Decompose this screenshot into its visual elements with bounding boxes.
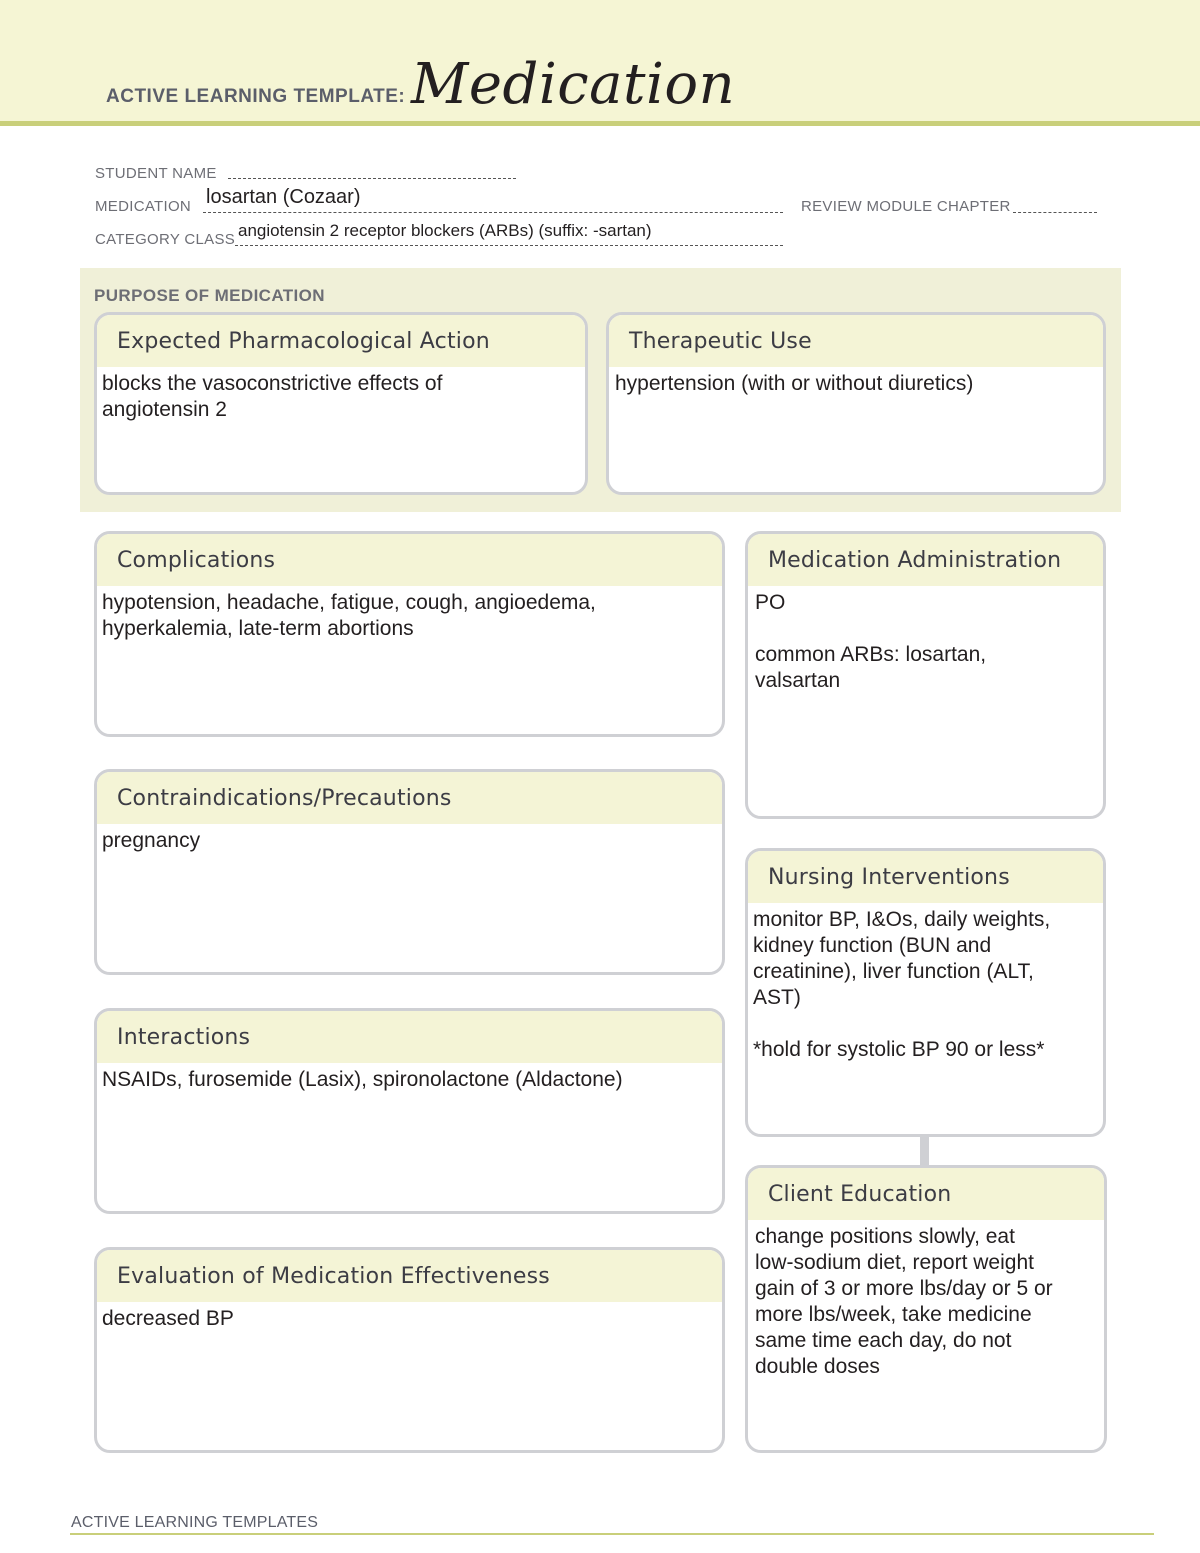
medication-administration-card [745, 531, 1106, 819]
header-divider [0, 121, 1200, 126]
therapeutic-use-card [606, 312, 1106, 495]
template-prefix: ACTIVE LEARNING TEMPLATE: [106, 86, 406, 107]
evaluation-heading: Evaluation of Medication Effectiveness [97, 1250, 722, 1302]
nursing-interventions-heading: Nursing Interventions [748, 851, 1103, 903]
client-education-text[interactable]: change positions slowly, eat low-sodium diet, report weight gain of 3 or more lbs/day or 5 or more lbs/week, take medicine same time each day, do not double doses [755, 1225, 1053, 1378]
contraindications-heading: Contraindications/Precautions [97, 772, 722, 824]
contraindications-text[interactable]: pregnancy [102, 829, 201, 852]
category-class-line [235, 245, 783, 246]
client-education-heading: Client Education [748, 1168, 1104, 1220]
complications-heading: Complications [97, 534, 722, 586]
client-education-card [745, 1165, 1107, 1453]
connector-line [920, 1136, 929, 1166]
review-module-line [1013, 212, 1097, 213]
medication-administration-text[interactable]: PO common ARBs: losartan, valsartan [755, 591, 987, 692]
interactions-card [94, 1008, 725, 1214]
student-name-line [228, 178, 516, 179]
contraindications-card [94, 769, 725, 975]
medication-label: MEDICATION [95, 198, 192, 215]
category-class-field[interactable]: angiotensin 2 receptor blockers (ARBs) (suffix: -sartan) [238, 221, 652, 240]
complications-card [94, 531, 725, 737]
evaluation-card [94, 1247, 725, 1453]
evaluation-text[interactable]: decreased BP [102, 1307, 234, 1330]
expected-action-heading: Expected Pharmacological Action [97, 315, 585, 367]
nursing-interventions-text[interactable]: monitor BP, I&Os, daily weights, kidney function (BUN and creatinine), liver function (ALT, AST) *hold for systolic BP 90 or less* [753, 908, 1051, 1061]
review-module-label: REVIEW MODULE CHAPTER [801, 198, 1011, 215]
therapeutic-use-heading: Therapeutic Use [609, 315, 1103, 367]
interactions-heading: Interactions [97, 1011, 722, 1063]
complications-text[interactable]: hypotension, headache, fatigue, cough, angioedema, hyperkalemia, late-term abortions [102, 591, 596, 640]
nursing-interventions-card [745, 848, 1106, 1137]
category-class-label: CATEGORY CLASS [95, 231, 236, 248]
interactions-text[interactable]: NSAIDs, furosemide (Lasix), spironolactone (Aldactone) [102, 1068, 623, 1091]
page-title: Medication [411, 52, 736, 117]
expected-action-text[interactable]: blocks the vasoconstrictive effects of angiotensin 2 [102, 372, 443, 421]
footer-label: ACTIVE LEARNING TEMPLATES [71, 1514, 319, 1531]
student-name-label: STUDENT NAME [95, 165, 217, 182]
therapeutic-use-text[interactable]: hypertension (with or without diuretics) [615, 372, 974, 395]
footer-divider [70, 1533, 1154, 1535]
medication-field[interactable]: losartan (Cozaar) [206, 186, 361, 208]
purpose-title: PURPOSE OF MEDICATION [94, 286, 325, 305]
medication-administration-heading: Medication Administration [748, 534, 1103, 586]
expected-action-card [94, 312, 588, 495]
medication-line [203, 212, 783, 213]
